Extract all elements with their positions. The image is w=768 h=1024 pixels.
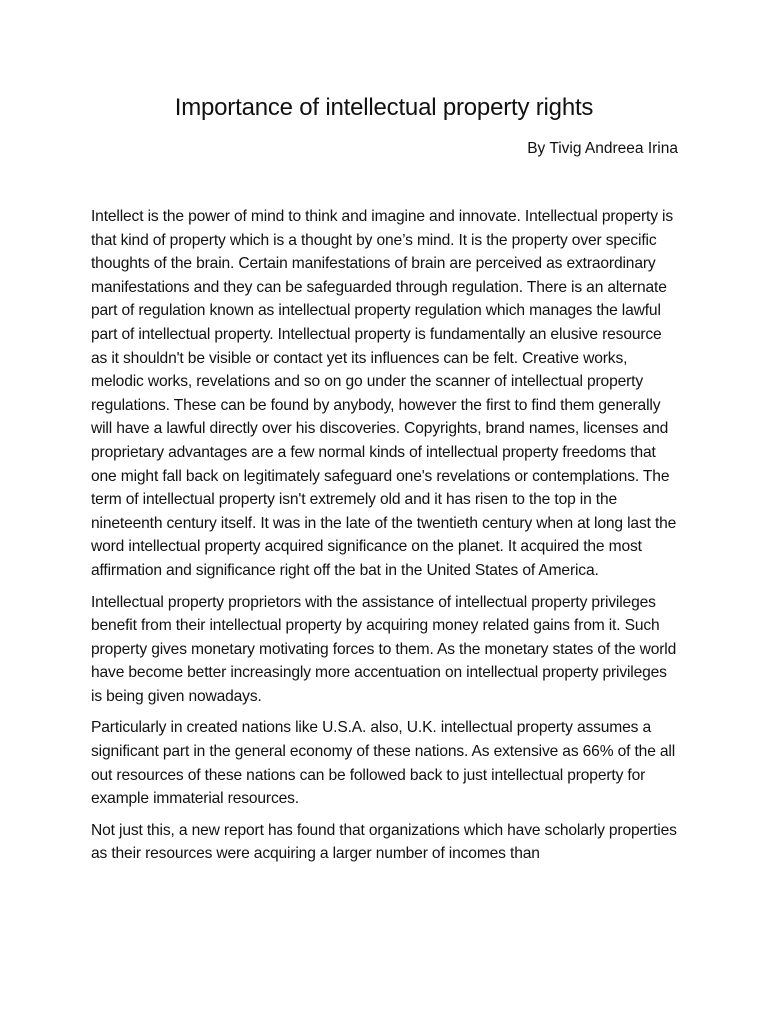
- paragraph: Particularly in created nations like U.S.A. also, U.K. intellectual property assumes a significant part in the general economy of these nations. As extensive as 66% of the all out resources of these nations can be followed back to just intellectual property for example immaterial resources.: [91, 719, 676, 808]
- paragraph: Not just this, a new report has found that organizations which have scholarly properties as their resources were acquiring a larger number of incomes than: [91, 821, 677, 863]
- paragraph: Intellectual property proprietors with the assistance of intellectual property privileges benefit from their intellectual property by acquiring money related gains from it. Such property gives monetary motivating forces to them. As the monetary states of the world have become better increasingly more accentuation on intellectual property privileges is being given nowadays.: [91, 593, 677, 705]
- document-byline: By Tivig Andreea Irina: [527, 140, 678, 157]
- paragraph: Intellect is the power of mind to think and imagine and innovate. Intellectual property is that kind of property which is a thought by one’s mind. It is the property over specific thoughts of the brain. Certain manifestations of brain are perceived as extraordinary manifestations and they can be safeguarded through regulation. There is an alternate part of regulation known as intellectual property regulation which manages the lawful part of intellectual property. Intellectual property is fundamentally an elusive resource as it shouldn't be visible or contact yet its influences can be felt. Creative works, melodic works, revelations and so on go under the scanner of intellectual property regulations. These can be found by anybody, however the first to find them generally will have a lawful directly over his discoveries. Copyrights, brand names, licenses and proprietary advantages are a few normal kinds of intellectual property freedoms that one might fall back on legitimately safeguard one's revelations or contemplations. The term of intellectual property isn't extremely old and it has risen to the top in the nineteenth century itself. It was in the late of the twentieth century when at long last the word intellectual property acquired significance on the planet. It acquired the most affirmation and significance right off the bat in the United States of America.: [91, 208, 677, 579]
- document-title: Importance of intellectual property rights: [174, 94, 594, 121]
- document-body: [91, 205, 681, 874]
